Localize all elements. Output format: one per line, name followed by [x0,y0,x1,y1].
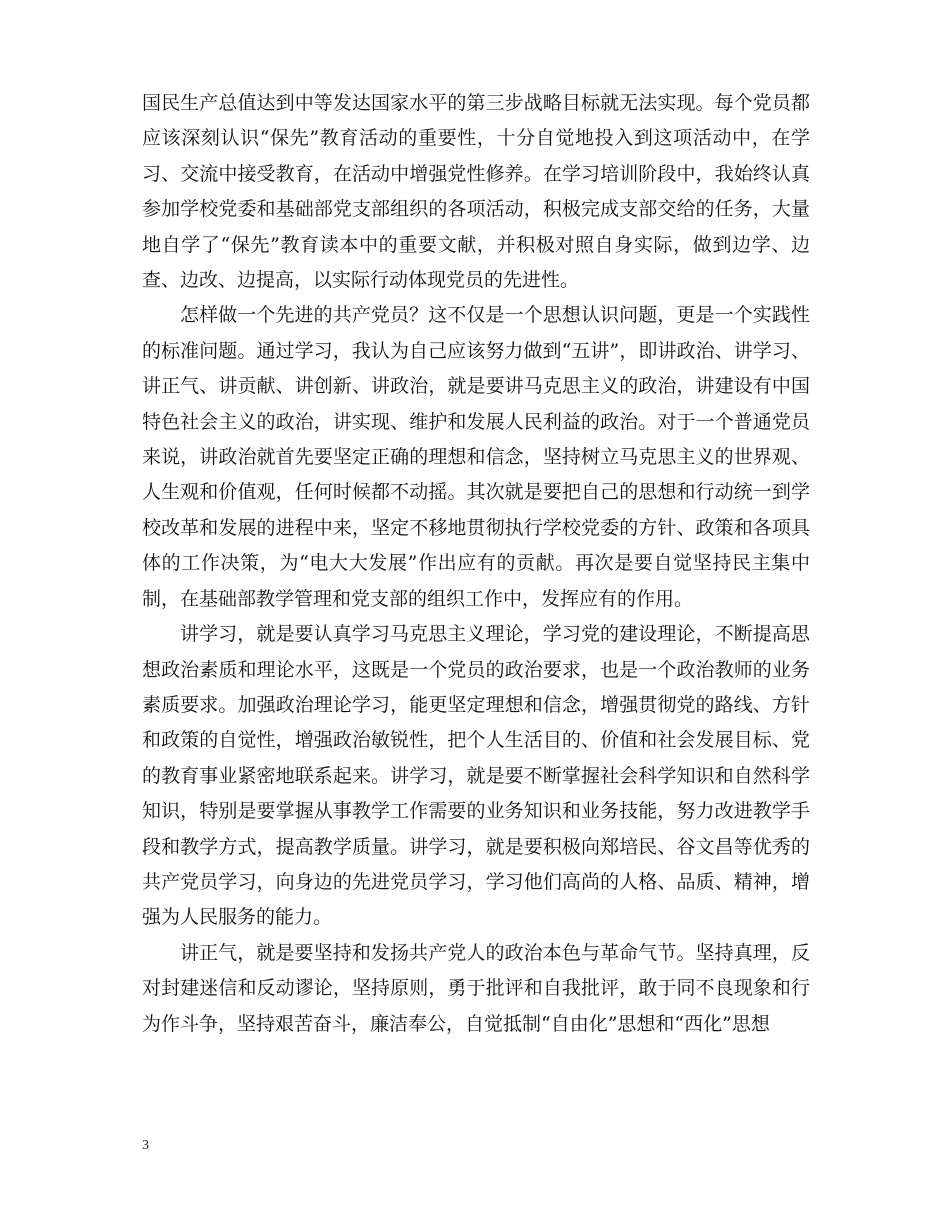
paragraph-2: 怎样做一个先进的共产党员？这不仅是一个思想认识问题，更是一个实践性的标准问题。通过学习，我认为自己应该努力做到“五讲”，即讲政治、讲学习、讲正气、讲贡献、讲创新、讲政治，就是要讲马克思主义的政治，讲建设有中国特色社会主义的政治，讲实现、维护和发展人民利益的政治。对于一个普通党员来说，讲政治就首先要坚定正确的理想和信念，坚持树立马克思主义的世界观、人生观和价值观，任何时候都不动摇。其次就是要把自己的思想和行动统一到学校改革和发展的进程中来，坚定不移地贯彻执行学校党委的方针、政策和各项具体的工作决策，为“电大大发展”作出应有的贡献。再次是要自觉坚持民主集中制，在基础部教学管理和党支部的组织工作中，发挥应有的作用。 [142,304,810,610]
paragraph-3: 讲学习，就是要认真学习马克思主义理论，学习党的建设理论，不断提高思想政治素质和理论水平，这既是一个党员的政治要求，也是一个政治教师的业务素质要求。加强政治理论学习，能更坚定理想和信念，增强贯彻党的路线、方针和政策的自觉性，增强政治敏锐性，把个人生活目的、价值和社会发展目标、党的教育事业紧密地联系起来。讲学习，就是要不断掌握社会科学知识和自然科学知识，特别是要掌握从事教学工作需要的业务知识和业务技能，努力改进教学手段和教学方式，提高教学质量。讲学习，就是要积极向郑培民、谷文昌等优秀的共产党员学习，向身边的先进党员学习，学习他们高尚的人格、品质、精神，增强为人民服务的能力。 [142,623,810,929]
paragraph-1: 国民生产总值达到中等发达国家水平的第三步战略目标就无法实现。每个党员都应该深刻认识“保先”教育活动的重要性，十分自觉地投入到这项活动中，在学习、交流中接受教育，在活动中增强党性修养。在学习培训阶段中，我始终认真参加学校党委和基础部党支部组织的各项活动，积极完成支部交给的任务，大量地自学了“保先”教育读本中的重要文献，并积极对照自身实际，做到边学、边查、边改、边提高，以实际行动体现党员的先进性。 [142,92,810,292]
page-number: 3 [142,1138,149,1153]
document-body [142,86,810,1042]
paragraph-4: 讲正气，就是要坚持和发扬共产党人的政治本色与革命气节。坚持真理，反对封建迷信和反动谬论，坚持原则，勇于批评和自我批评，敢于同不良现象和行为作斗争，坚持艰苦奋斗，廉洁奉公，自觉抵制“自由化”思想和“西化”思想 [142,941,810,1035]
